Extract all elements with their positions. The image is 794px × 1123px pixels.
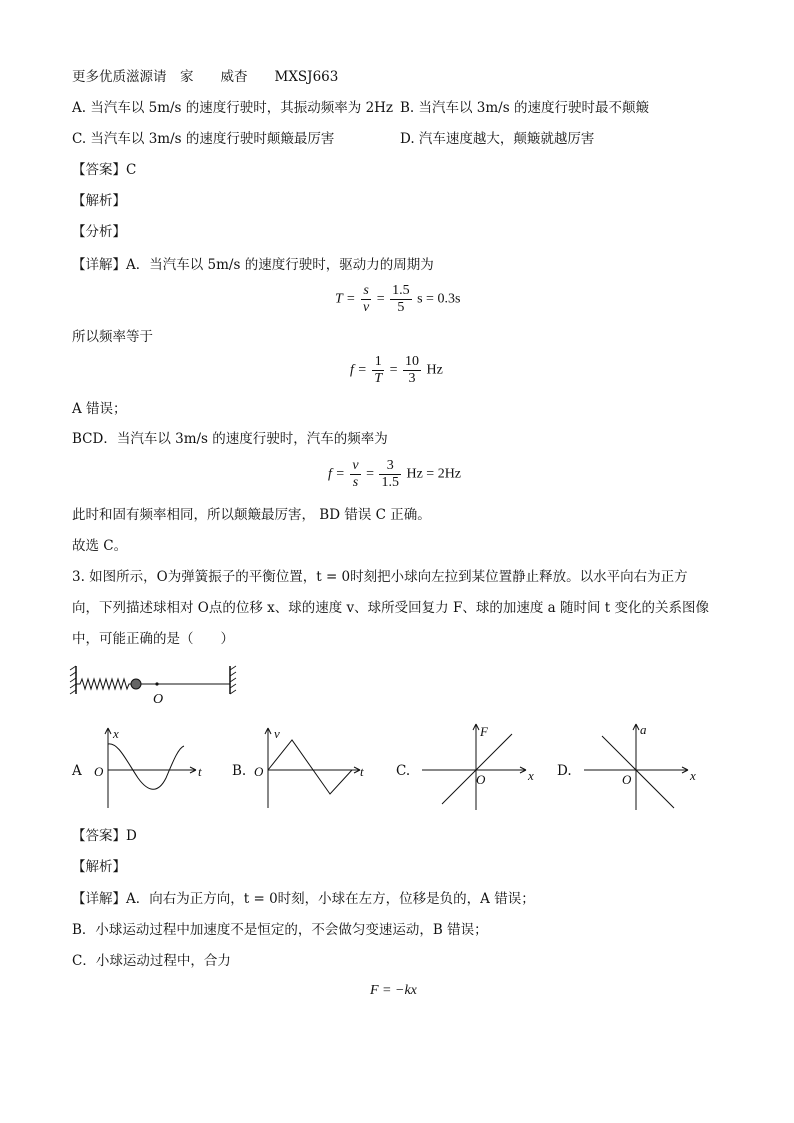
q2-a-wrong: A 错误； (72, 401, 127, 417)
equation-frequency (350, 354, 443, 387)
eq2-num1: 1 (372, 354, 384, 371)
eq3-eq: = (366, 466, 374, 482)
eq1-lhs: T = (335, 291, 356, 307)
graph-c-origin: O (476, 772, 486, 787)
eq2-lhs: f = (350, 362, 367, 378)
eq3-lhs: f = (328, 466, 345, 482)
header-text: 更多优质滋源请 家 威杳 MXSJ663 (72, 69, 339, 85)
graph-b-x-label: t (360, 764, 364, 779)
q3-line-3: 中，可能正确的是（ ） (72, 631, 234, 647)
q2-freq-text: 所以频率等于 (72, 329, 153, 345)
q2-choice: 故选 C。 (72, 538, 128, 554)
graph-d-line (602, 736, 674, 808)
q2-detail-a: 【详解】A．当汽车以 5m/s 的速度行驶时，驱动力的周期为 (72, 257, 434, 273)
q2-analysis-label: 【解析】 (72, 193, 126, 209)
spring (76, 679, 131, 689)
eq3-den2: 1.5 (381, 475, 399, 490)
eq2-eq: = (389, 362, 398, 378)
graph-b-origin: O (254, 764, 264, 779)
graph-b-y-label: v (274, 726, 280, 741)
equilibrium-point (155, 682, 158, 685)
eq2-rhs: Hz (426, 362, 443, 378)
q2-fenxi-label: 【分析】 (72, 224, 126, 240)
q3-line-1: 3. 如图所示，O为弹簧振子的平衡位置，t = 0时刻把小球向左拉到某位置静止释放。以水平向右为正方 (72, 569, 688, 585)
graph-c (418, 718, 548, 814)
q3-detail-c: C．小球运动过程中，合力 (72, 953, 231, 969)
eq1-num1: s (361, 283, 371, 300)
graph-b-label: B. (232, 763, 247, 779)
graph-b (248, 722, 378, 812)
eq3-rhs: Hz = 2Hz (406, 466, 462, 482)
q3-detail-a: 【详解】A．向右为正方向，t = 0时刻，小球在左方，位移是负的，A 错误； (72, 891, 535, 907)
graph-a-label: A (72, 763, 82, 779)
graph-d-y-label: a (640, 722, 647, 737)
q3-analysis-label: 【解析】 (72, 859, 126, 875)
q2-option-b: B. 当汽车以 3m/s 的速度行驶时最不颠簸 (400, 100, 649, 116)
graph-a (88, 722, 208, 812)
ball (131, 679, 141, 689)
graph-d-x-label: x (690, 768, 696, 783)
graph-d (580, 718, 710, 814)
eq1-den1: v (362, 300, 370, 315)
eq1-rhs: s = 0.3s (417, 291, 461, 307)
q2-answer: 【答案】C (72, 162, 137, 178)
equation-period (335, 283, 460, 316)
eq2-num2: 10 (405, 354, 420, 369)
eq1-den2: 5 (397, 300, 405, 315)
q3-detail-b: B．小球运动过程中加速度不是恒定的，不会做匀变速运动，B 错误； (72, 922, 488, 938)
left-wall-hatch (70, 666, 76, 694)
q2-conclusion: 此时和固有频率相同，所以颠簸最厉害， BD 错误 C 正确。 (72, 507, 431, 523)
q2-bcd: BCD．当汽车以 3m/s 的速度行驶时，汽车的频率为 (72, 431, 388, 447)
q2-option-d: D. 汽车速度越大，颠簸就越厉害 (400, 131, 595, 147)
equation-restoring-force: F = −kx (370, 983, 417, 998)
eq1-num2: 1.5 (392, 283, 410, 298)
equation-frequency-2 (328, 458, 461, 491)
graph-c-x-label: x (528, 768, 534, 783)
eq3-num2: 3 (379, 458, 401, 475)
eq2-den1: T (374, 371, 383, 386)
eq2-den2: 3 (408, 371, 416, 386)
graph-a-origin: O (94, 764, 104, 779)
graph-a-curve (108, 744, 184, 789)
equilibrium-label: O (153, 692, 164, 707)
q3-line-2: 向，下列描述球相对 O点的位移 x、球的速度 v、球所受回复力 F、球的加速度 a 随时间 t 变化的关系图像 (72, 600, 709, 616)
q2-option-c: C. 当汽车以 3m/s 的速度行驶时颠簸最厉害 (72, 131, 335, 147)
graph-c-label: C. (396, 763, 411, 779)
eq3-den1: s (352, 475, 359, 490)
graph-a-x-label: t (198, 764, 202, 779)
graph-c-y-label: F (480, 724, 488, 739)
q3-answer: 【答案】D (72, 828, 137, 844)
graph-d-label: D. (557, 763, 572, 779)
eq1-eq: = (376, 291, 385, 307)
graph-b-curve (268, 740, 352, 794)
graph-a-y-label: x (113, 726, 119, 741)
graph-d-origin: O (622, 772, 632, 787)
eq3-num1: v (352, 458, 359, 473)
graph-c-line (442, 734, 512, 804)
q2-option-a: A. 当汽车以 5m/s 的速度行驶时，其振动频率为 2Hz (72, 100, 394, 116)
right-wall-hatch (230, 666, 236, 694)
spring-oscillator-figure (66, 660, 246, 710)
